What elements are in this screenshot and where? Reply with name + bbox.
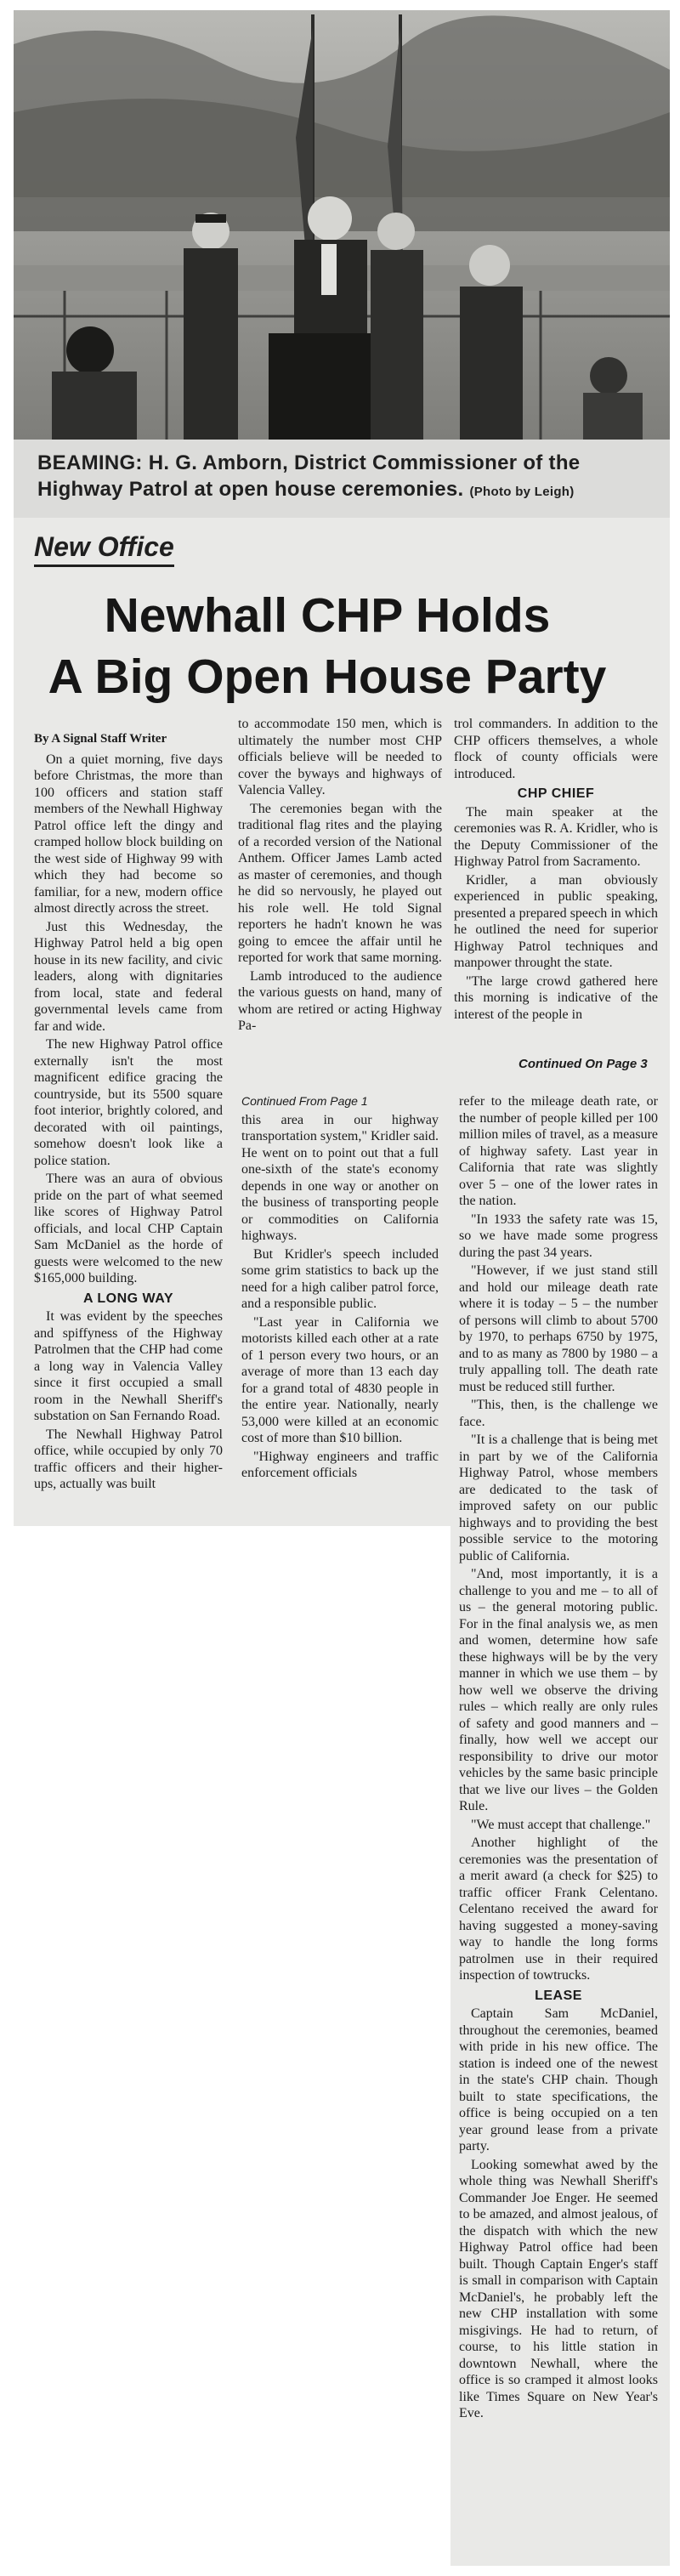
paragraph: On a quiet morning, five days before Christmas, the more than 100 officers and station staff members of the Newhall Highway Patrol office left the dingy and cramped hollow block building on the west side of Highway 99 with which they had become so familiar, for a new, modern office almost directly across the street. — [34, 752, 223, 916]
news-photo — [14, 10, 670, 440]
paragraph: The Newhall Highway Patrol office, while occupied by only 70 traffic officers and their higher-ups, actually was built — [34, 1427, 223, 1491]
paragraph: The new Highway Patrol office externally isn't the most magnificent edifice gracing the countryside, but its 5500 square foot interior, brightly colored, and decorated with oil paintings, somehow doesn't look like a police station. — [34, 1037, 223, 1168]
paragraph: "This, then, is the challenge we face. — [459, 1398, 658, 1429]
continued-from-page-1: Continued From Page 1 — [241, 1094, 368, 1108]
photo-caption — [14, 440, 670, 518]
paragraph: trol commanders. In addition to the CHP officers themselves, a whole flock of county officials were introduced. — [454, 717, 658, 781]
paragraph: Looking somewhat awed by the whole thing was Newhall Sheriff's Commander Joe Enger. He seemed to be amazed, and almost jealous, of the dispatch with which the new Highway Patrol office had been built. Though Captain Enger's staff is small in comparison with Captain McDaniel's, he probably left the new CHP installation with some misgivings. He had to return, of course, to his little station in downtown Newhall, where the office is so cramped it almost looks like Times Square on New Year's Eve. — [459, 2157, 658, 2420]
photo-credit: (Photo by Leigh) — [469, 485, 575, 499]
article-column-5 — [459, 1093, 658, 2424]
headline-line-1: Newhall CHP Holds — [104, 588, 551, 643]
paragraph: But Kridler's speech included some grim statistics to back up the need for a high caliber patrol force, and a responsible public. — [241, 1246, 439, 1311]
paragraph: "However, if we just stand still and hold our mileage death rate where it is today – 5 – the number of persons will climb to about 5700 by 1970, to perhaps 6750 by 1975, and to as many as 7800 by 1980 – a truly appalling toll. The death rate must be reduced still further. — [459, 1263, 658, 1394]
paragraph: The main speaker at the ceremonies was R. A. Kridler, who is the Deputy Commissioner of the Highway Patrol from Sacramento. — [454, 804, 658, 869]
article-column-3 — [454, 716, 658, 1024]
byline: By A Signal Staff Writer — [34, 732, 167, 746]
paragraph: Just this Wednesday, the Highway Patrol held a big open house in its new facility, and civic leaders, along with dignitaries from local, state and federal governmental levels came from far and wide. — [34, 919, 223, 1034]
subhead-chp-chief: CHP CHIEF — [517, 786, 595, 801]
paragraph: "We must accept that challenge." — [471, 1817, 651, 1832]
paragraph: The ceremonies began with the traditional flag rites and the playing of a recorded version of the National Anthem. Officer James Lamb acted as master of ceremonies, and though he did so nervously, he played out his role well. He told Signal reporters he hadn't known he was going to emcee the affair until he reported for work that same morning. — [238, 801, 442, 965]
paragraph: "Highway engineers and traffic enforcement officials — [241, 1449, 439, 1480]
paragraph: to accommodate 150 men, which is ultimately the number most CHP officials believe will be needed to cover the byways and highways of Valencia Valley. — [238, 717, 442, 797]
article-column-4 — [241, 1093, 439, 1484]
caption-text: BEAMING: H. G. Amborn, District Commissioner of the Highway Patrol at open house ceremonies. — [37, 451, 581, 501]
paragraph: "The large crowd gathered here this morning is indicative of the interest of the people in — [454, 973, 658, 1022]
section-kicker: New Office — [34, 531, 174, 567]
paragraph: refer to the mileage death rate, or the number of people killed per 100 million miles of travel, as a measure of highway safety. Last year in California that rate was slightly over 5 – one of the lower rates in the nation. — [459, 1094, 658, 1208]
article-column-2 — [238, 716, 442, 1036]
subhead-lease: LEASE — [535, 1988, 582, 2003]
ceremony-photo-illustration — [14, 10, 670, 440]
paragraph: "In 1933 the safety rate was 15, so we have made some progress during the past 34 years. — [459, 1211, 658, 1260]
paragraph: "It is a challenge that is being met in part by we of the California Highway Patrol, whose members are dedicated to the task of improved safety on our public highways and to providing the best possible service to the motoring public of California. — [459, 1433, 658, 1563]
headline-line-2: A Big Open House Party — [48, 650, 607, 704]
paragraph: There was an aura of obvious pride on the part of what seemed like scores of Highway Patrol officials, and local CHP Captain Sam McDaniel as the horde of guests were welcomed to the new $165,000 building. — [34, 1172, 223, 1285]
paragraph: Captain Sam McDaniel, throughout the ceremonies, beamed with pride in his new office. The station is indeed one of the newest in the state's CHP chain. Though built to state specifications, the office is being occupied on a ten year ground lease from a private party. — [459, 2006, 658, 2153]
paragraph: this area in our highway transportation system," Kridler said. He went on to point out that a full one-sixth of the state's economy depends in one way or another on the business of transporting people or commodities on California highways. — [241, 1112, 439, 1243]
paragraph: Another highlight of the ceremonies was the presentation of a merit award (a check for $25) to traffic officer Frank Celentano. Celentano received the award for having suggested a money-saving way to handle the long forms patrolmen use in their required inspection of towtrucks. — [459, 1836, 658, 1983]
subhead-long-way: A LONG WAY — [82, 1291, 174, 1306]
paragraph: It was evident by the speeches and spiffyness of the Highway Patrolmen that the CHP had come a long way in Valencia Valley since it first occupied a small room in the Newhall Sheriff's substation on San Fernando Road. — [34, 1309, 223, 1423]
paragraph: Lamb introduced to the audience the various guests on hand, many of whom are retired or acting Highway Pa- — [238, 968, 442, 1033]
article-column-1 — [34, 731, 223, 1495]
continued-on-page-3: Continued On Page 3 — [518, 1057, 648, 1071]
paragraph: "And, most importantly, it is a challenge to you and me – to all of us – the general motoring public. For in the final analysis we, as men and women, determine how safe these highways will be by the very manner in which we use them – by how well we observe the driving rules – which really are only rules of safety and good manners and – finally, how well we accept our responsibility to drive our motor vehicles by the same basic principle that we live our lives – the Golden Rule. — [459, 1567, 658, 1813]
paragraph: Kridler, a man obviously experienced in public speaking, presented a prepared speech in which he outlined the need for superior Highway Patrol techniques and manpower throught the state. — [454, 872, 658, 970]
paragraph: "Last year in California we motorists killed each other at a rate of 1 person every two hours, or an average of more than 13 each day for a grand total of 4830 people in the entire year. Nationally, nearly 53,000 were killed at an economic cost of more than $10 billion. — [241, 1314, 439, 1445]
